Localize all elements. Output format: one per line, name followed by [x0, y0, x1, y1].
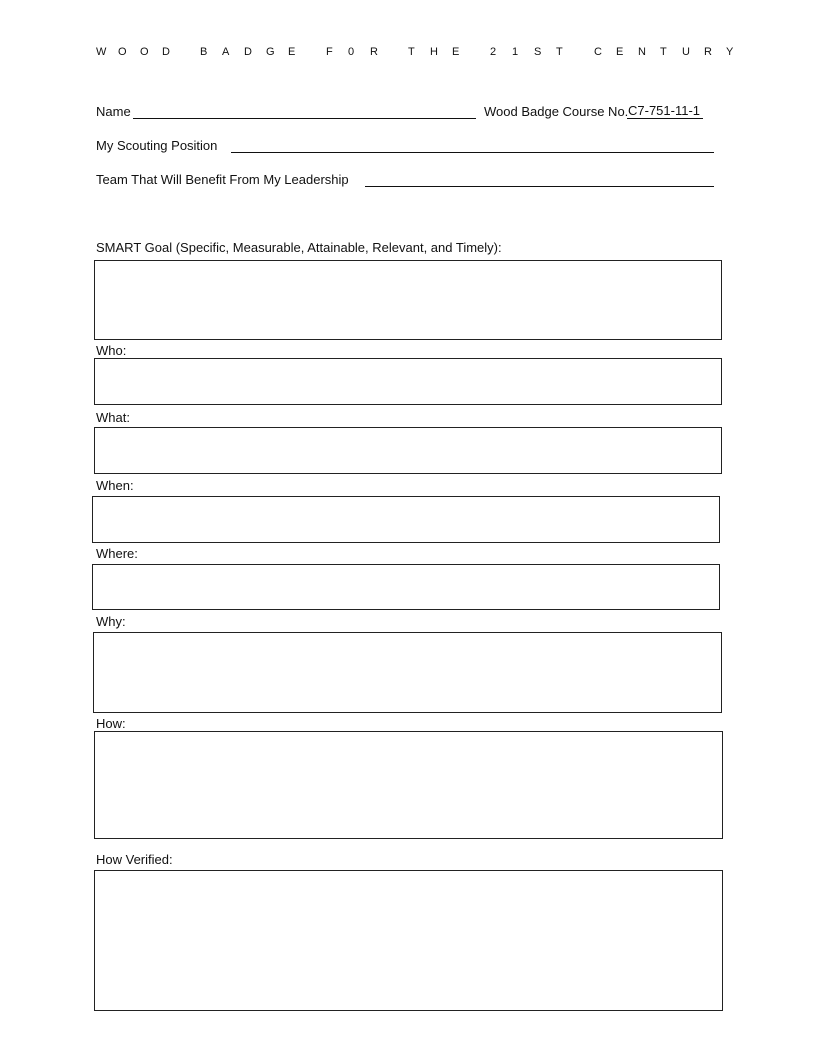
header-letter: R — [370, 46, 378, 58]
header-letter: D — [244, 46, 252, 58]
header-letter: O — [118, 46, 127, 58]
team-field-line[interactable] — [365, 186, 714, 187]
header-letter: N — [638, 46, 646, 58]
header-letter: O — [140, 46, 149, 58]
header-letter: 1 — [512, 46, 519, 58]
header-letter: T — [660, 46, 667, 58]
how-verified-box[interactable] — [94, 870, 723, 1011]
course-number-value: C7-751-11-1 — [627, 104, 703, 119]
header-letter: B — [200, 46, 208, 58]
how-label: How: — [96, 716, 126, 731]
header-letter: D — [162, 46, 170, 58]
header-letter: C — [594, 46, 602, 58]
header-letter: U — [682, 46, 690, 58]
header-letter: 2 — [490, 46, 497, 58]
course-number-label: Wood Badge Course No. — [484, 104, 629, 119]
smart-goal-label: SMART Goal (Specific, Measurable, Attainable, Relevant, and Timely): — [96, 240, 502, 255]
scouting-position-field-line[interactable] — [231, 152, 714, 153]
smart-goal-box[interactable] — [94, 260, 722, 340]
who-label: Who: — [96, 343, 127, 358]
who-box[interactable] — [94, 358, 722, 405]
how-verified-label: How Verified: — [96, 852, 173, 867]
header-letter: E — [452, 46, 460, 58]
header-letter: A — [222, 46, 230, 58]
header-letter: S — [534, 46, 542, 58]
scouting-position-label: My Scouting Position — [96, 138, 218, 153]
header-letter: W — [96, 46, 107, 58]
name-field-line[interactable] — [133, 118, 476, 119]
header-letter: G — [266, 46, 275, 58]
what-box[interactable] — [94, 427, 722, 474]
team-label: Team That Will Benefit From My Leadership — [96, 172, 349, 187]
what-label: What: — [96, 410, 130, 425]
why-label: Why: — [96, 614, 126, 629]
header-letter: E — [288, 46, 296, 58]
header-letter: 0 — [348, 46, 355, 58]
where-label: Where: — [96, 546, 138, 561]
when-label: When: — [96, 478, 134, 493]
header-letter: E — [616, 46, 624, 58]
header-letter: F — [326, 46, 333, 58]
header-letter: R — [704, 46, 712, 58]
where-box[interactable] — [92, 564, 720, 610]
header-letter: H — [430, 46, 438, 58]
name-label: Name — [96, 104, 131, 119]
when-box[interactable] — [92, 496, 720, 543]
why-box[interactable] — [93, 632, 722, 713]
header-letter: T — [408, 46, 415, 58]
how-box[interactable] — [94, 731, 723, 839]
header-letter: T — [556, 46, 563, 58]
header-letter: Y — [726, 46, 734, 58]
